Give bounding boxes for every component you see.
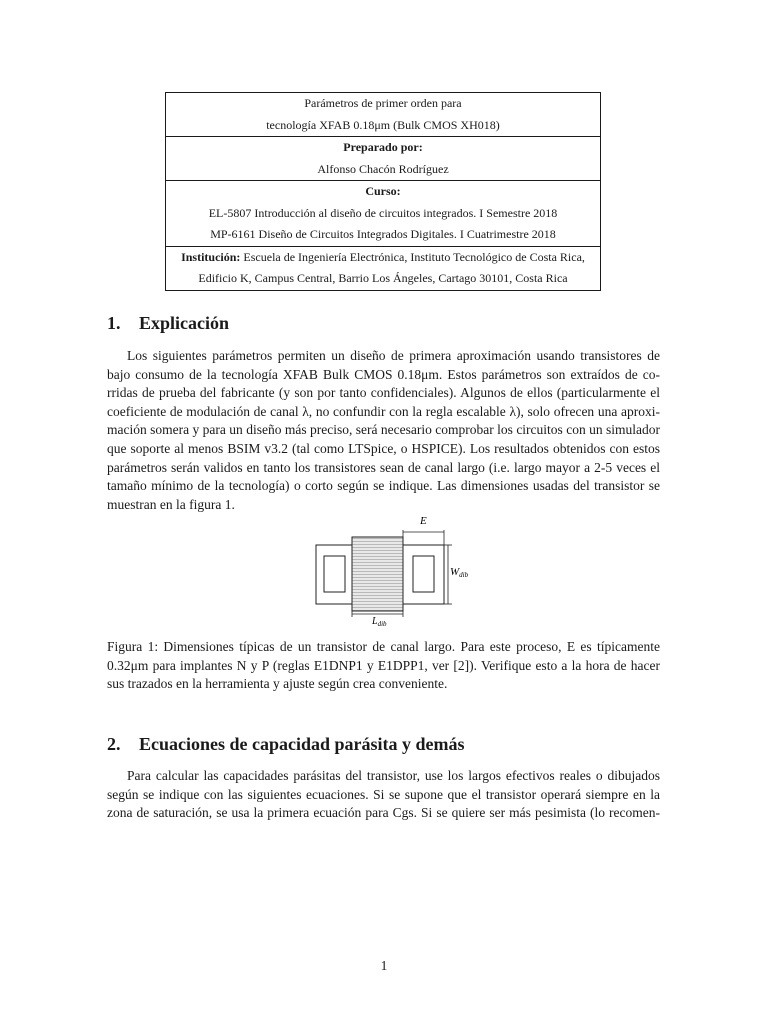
institution-line-2: Edificio K, Campus Central, Barrio Los Ángeles, Cartago 30101, Costa Rica — [198, 271, 568, 285]
paragraph-line: parámetros serán validos en tanto los transistores sean de canal largo (i.e. largo mayor a 2-5 veces el — [107, 459, 660, 475]
section-2-number: 2. — [107, 734, 121, 754]
paragraph-line: según se indique con las siguientes ecuaciones. Si se supone que el transistor operará siempre en la — [107, 786, 660, 802]
drain-contact — [413, 556, 434, 592]
title-section — [166, 93, 600, 137]
caption-line: 0.32μm para implantes N y P (reglas E1DNP1 y E1DPP1, ver [2]). Verifique esto a la hora de hacer — [107, 657, 660, 673]
course-label: Curso: — [365, 184, 401, 198]
title-line-1: Parámetros de primer orden para — [304, 96, 462, 110]
author-name: Alfonso Chacón Rodríguez — [317, 161, 449, 176]
paragraph-line: mación somera y para un diseño más preciso, será necesario comprobar los circuitos con un simulador — [107, 422, 660, 438]
paragraph-line: que soporte al menos BSIM v3.2 (tal como LTSpice, o HSPICE). Los resultados obtenidos con estos — [107, 440, 660, 456]
section-2-title: Ecuaciones de capacidad parásita y demás — [139, 734, 465, 754]
paragraph-line: Para calcular las capacidades parásitas del transistor, use los largos efectivos reales o dibujados — [127, 768, 660, 783]
institution-text-1: Escuela de Ingeniería Electrónica, Instituto Tecnológico de Costa Rica, — [243, 249, 585, 264]
course-line-2: MP-6161 Diseño de Circuitos Integrados Digitales. I Cuatrimestre 2018 — [210, 227, 556, 241]
transistor-layout-figure — [312, 510, 512, 630]
gate-poly — [352, 537, 403, 611]
paragraph-line: coeficiente de modulación de canal λ, no confundir con la regla escalable λ), solo ofrecen una aproxi- — [107, 403, 660, 419]
paragraph-line: tamaño mínimo de la tecnología) o corto según se indique. Las dimensiones usadas del transistor se — [107, 478, 660, 494]
e-label: E — [420, 515, 427, 527]
section-2-paragraph — [107, 767, 660, 823]
figure-1-caption — [107, 638, 660, 694]
institution-line-1 — [166, 247, 600, 269]
section-1-title: Explicación — [139, 313, 230, 333]
course-section — [166, 181, 600, 247]
l-label: $L_{dib}$ — [372, 616, 387, 628]
caption-line: sus trazados en la herramienta y ajuste según crea conveniente. — [107, 676, 448, 692]
course-line-1: EL-5807 Introducción al diseño de circuitos integrados. I Semestre 2018 — [208, 205, 558, 220]
w-label: Wdib — [450, 566, 469, 579]
section-1-paragraph — [107, 347, 660, 514]
source-contact — [324, 556, 345, 592]
section-1-heading — [107, 313, 229, 334]
paragraph-line: zona de saturación, se usa la primera ecuación para Cgs. Si se quiere ser más pesimista (lo recomen- — [107, 805, 660, 821]
paragraph-line: Los siguientes parámetros permiten un diseño de primera aproximación usando transistores de — [127, 348, 660, 363]
page-number: 1 — [380, 958, 388, 973]
section-2-heading — [107, 734, 465, 755]
paragraph-line: bajo consumo de la tecnología XFAB Bulk CMOS 0.18μm. Estos parámetros son extraídos de co- — [107, 366, 660, 382]
institution-section — [166, 247, 600, 290]
title-box — [165, 92, 601, 291]
paragraph-line: rridas de prueba del fabricante (y son por tanto confidenciales). Algunos de ellos (particularmente el — [107, 385, 660, 401]
section-1-number: 1. — [107, 313, 121, 333]
prepared-label: Preparado por: — [343, 140, 423, 154]
title-line-2: tecnología XFAB 0.18μm (Bulk CMOS XH018) — [266, 117, 500, 132]
institution-label: Institución: — [181, 249, 241, 264]
caption-line: Figura 1: Dimensiones típicas de un transistor de canal largo. Para este proceso, E es típicamente — [107, 639, 660, 654]
prepared-section — [166, 137, 600, 181]
paragraph-line: muestran en la figura 1. — [107, 496, 235, 512]
